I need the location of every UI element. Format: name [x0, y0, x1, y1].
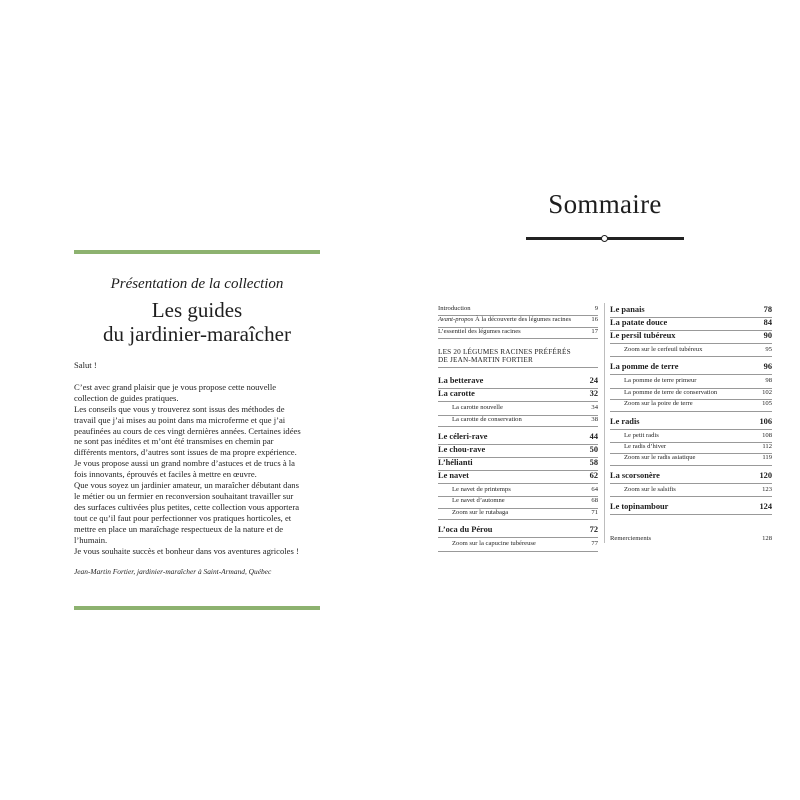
- toc-entry-label: Le radis d’hiver: [624, 442, 667, 450]
- toc-entry-remerciements[interactable]: [610, 535, 772, 545]
- toc-entry-label: L’oca du Pérou: [438, 525, 493, 535]
- toc-entry-label: Zoom sur le salsifis: [624, 485, 676, 493]
- toc-entry-page: 95: [765, 346, 772, 353]
- toc-entry-page: 72: [589, 525, 598, 535]
- toc-subentry[interactable]: [610, 389, 772, 400]
- toc-entry[interactable]: [610, 502, 772, 515]
- toc-entry[interactable]: [438, 458, 598, 471]
- toc-entry-label: Le céleri-rave: [438, 431, 488, 441]
- toc-entry-label: La betterave: [438, 376, 484, 386]
- toc-subentry[interactable]: [438, 416, 598, 427]
- toc-entry-page: 106: [759, 416, 772, 426]
- toc-subentry[interactable]: [610, 400, 772, 411]
- toc-subentry[interactable]: [438, 509, 598, 520]
- toc-subentry[interactable]: [610, 443, 772, 454]
- toc-entry-page: 32: [589, 389, 598, 399]
- letter-paragraph: [74, 382, 320, 557]
- toc-entry-page: 62: [589, 470, 598, 480]
- greeting: Salut !: [74, 360, 97, 370]
- letter-line: fois innovants, éprouvés et faciles à mettre en œuvre.: [74, 469, 257, 480]
- toc-subentry[interactable]: [438, 486, 598, 497]
- toc-entry-label: La pomme de terre primeur: [624, 377, 697, 385]
- toc-entry-label: L’essentiel des légumes racines: [438, 327, 521, 335]
- toc-entry-page: 128: [762, 535, 772, 543]
- toc-entry-label: Le navet de printemps: [452, 485, 511, 493]
- toc-subentry[interactable]: [610, 486, 772, 497]
- signature: Jean-Martin Fortier, jardinier-maraîcher à Saint-Armand, Québec: [74, 567, 272, 576]
- toc-entry-label: Introduction: [438, 305, 471, 312]
- toc-entry-page: 120: [759, 470, 772, 480]
- toc-entry-label: Le topinambour: [610, 502, 669, 512]
- series-label: Présentation de la collection: [110, 276, 284, 292]
- toc-entry-label: Le panais: [610, 305, 645, 314]
- toc-subentry[interactable]: [610, 346, 772, 357]
- toc-entry-label: Zoom sur la poire de terre: [624, 400, 693, 408]
- toc-entry-page: 16: [591, 316, 598, 324]
- toc-entry[interactable]: [610, 305, 772, 318]
- toc-entry[interactable]: [610, 471, 772, 484]
- toc-entry[interactable]: [438, 445, 598, 458]
- toc-entry-page: 78: [763, 305, 772, 314]
- letter-line: Les conseils que vous y trouverez sont issus des méthodes de: [74, 403, 285, 414]
- toc-entry[interactable]: [438, 432, 598, 445]
- toc-entry-page: 17: [591, 327, 598, 335]
- toc-entry-page: 96: [763, 362, 772, 372]
- letter-line: Je vous souhaite succès et bonheur dans vos aventures agricoles !: [74, 545, 299, 556]
- toc-entry[interactable]: [438, 305, 598, 316]
- toc-entry-page: 98: [765, 377, 772, 385]
- toc-entry-page: 124: [759, 502, 772, 512]
- letter-line: tout ce qu’il faut pour perfectionner vos pratiques horticoles, et: [74, 512, 292, 523]
- letter-line: Que vous soyez un jardinier amateur, un maraîcher débutant dans: [74, 480, 299, 491]
- toc-entry-label: La carotte nouvelle: [452, 404, 503, 412]
- toc-entry-page: 102: [762, 388, 772, 396]
- toc-entry-label: Le chou-rave: [438, 444, 486, 454]
- toc-entry-page: 108: [762, 431, 772, 439]
- toc-entry-page: 105: [762, 400, 772, 408]
- letter-line: C’est avec grand plaisir que je vous propose cette nouvelle: [74, 381, 277, 392]
- toc-entry-label: Le navet: [438, 470, 469, 480]
- toc-subentry[interactable]: [610, 377, 772, 388]
- toc-entry[interactable]: [438, 316, 598, 327]
- letter-line: différents mentors, d’autres sont issues de ma propre expérience.: [74, 447, 297, 458]
- toc-entry-label: Zoom sur la capucine tubéreuse: [452, 540, 536, 548]
- toc-entry-label: L’hélianti: [438, 457, 473, 467]
- letter-line: mettre en place un maraîchage respectueux de la nature et de: [74, 523, 284, 534]
- toc-entry-label: Zoom sur le radis asiatique: [624, 454, 696, 462]
- toc-entry-label: Le radis: [610, 416, 640, 426]
- toc-entry-label: Le navet d’automne: [452, 497, 505, 505]
- toc-column-left: [438, 305, 598, 552]
- series-title-line: Les guides: [151, 298, 243, 322]
- toc-entry-page: 64: [591, 485, 598, 493]
- toc-entry[interactable]: [610, 318, 772, 331]
- toc-entry-label: Zoom sur le rutabaga: [452, 508, 509, 516]
- toc-subentry[interactable]: [438, 404, 598, 415]
- section-heading-line: DE JEAN-MARTIN FORTIER: [438, 356, 533, 365]
- letter-line: travail que j’ai mises au point dans ma microferme et que j’ai: [74, 414, 286, 425]
- section-heading-line: LES 20 LÉGUMES RACINES PRÉFÉRÉS: [438, 348, 571, 357]
- column-divider: [604, 303, 605, 543]
- toc-entry-page: 71: [591, 508, 598, 516]
- toc-entry[interactable]: [438, 471, 598, 484]
- toc-subentry[interactable]: [610, 454, 772, 465]
- section-heading: [438, 348, 598, 368]
- toc-entry-label: À la découverte des légumes racines: [474, 316, 572, 324]
- toc-entry-page: 112: [762, 442, 772, 450]
- letter-body: [74, 360, 320, 556]
- toc-entry-label: La patate douce: [610, 318, 668, 327]
- toc-entry-label: La scorsonère: [610, 470, 660, 480]
- bottom-green-rule: [74, 606, 320, 610]
- series-title-line: du jardinier-maraîcher: [103, 322, 291, 346]
- toc-entry-page: 84: [763, 318, 772, 327]
- toc-entry-label: Le petit radis: [624, 431, 659, 439]
- toc-subentry[interactable]: [438, 540, 598, 551]
- toc-entry[interactable]: [438, 376, 598, 389]
- toc-entry-label: La pomme de terre de conservation: [624, 388, 718, 396]
- toc-entry-page: 77: [591, 540, 598, 548]
- title-rule-ornament: [601, 235, 608, 242]
- toc-column-right: [610, 305, 772, 546]
- letter-line: Je vous propose aussi un grand nombre d’astuces et de trucs à la: [74, 458, 295, 469]
- toc-entry-page: 9: [594, 305, 598, 312]
- top-green-rule: [74, 250, 320, 254]
- toc-subentry[interactable]: [610, 432, 772, 443]
- toc-entry-page: 34: [591, 404, 598, 412]
- toc-entry[interactable]: [610, 362, 772, 375]
- toc-entry-label: Zoom sur le cerfeuil tubéreux: [624, 346, 703, 353]
- toc-entry-label: La carotte: [438, 389, 475, 399]
- toc-entries-left: [438, 376, 598, 551]
- toc-entry[interactable]: [438, 389, 598, 402]
- toc-entry-label: La pomme de terre: [610, 362, 679, 372]
- toc-entries-right: [610, 305, 772, 515]
- toc-entry-page: 24: [589, 376, 598, 386]
- toc-title: Sommaire: [548, 189, 662, 219]
- toc-entry-label: Le persil tubéreux: [610, 331, 676, 340]
- toc-entry-page: 119: [762, 454, 772, 462]
- letter-line: des surfaces cultivées plus petites, cette collection vous apportera: [74, 501, 300, 512]
- toc-entry-page: 90: [763, 331, 772, 340]
- toc-entry-label: La carotte de conservation: [452, 415, 522, 423]
- toc-entry-page: 38: [591, 415, 598, 423]
- toc-subentry[interactable]: [438, 497, 598, 508]
- letter-line: ne sont pas inédites et m’ont été transmises en chemin par: [74, 436, 274, 447]
- toc-entry[interactable]: [610, 417, 772, 430]
- letter-line: l’humain.: [74, 534, 108, 545]
- toc-entry-page: 44: [589, 431, 598, 441]
- toc-entry[interactable]: [438, 525, 598, 538]
- toc-entry-prefix: Avant-propos: [438, 316, 474, 324]
- letter-line: collection de guides pratiques.: [74, 392, 179, 403]
- toc-entry[interactable]: [610, 331, 772, 344]
- letter-line: le métier ou un fermier en reconversion souhaitant travailler sur: [74, 490, 294, 501]
- toc-entry-page: 123: [762, 485, 772, 493]
- letter-line: peaufinées au cours de ces vingt dernières années. Certaines idées: [74, 425, 301, 436]
- toc-entry[interactable]: [438, 328, 598, 339]
- toc-entry-page: 50: [589, 444, 598, 454]
- toc-entry-label: Remerciements: [610, 535, 652, 543]
- toc-entry-page: 58: [589, 457, 598, 467]
- toc-entry-page: 68: [591, 497, 598, 505]
- series-title: [74, 298, 320, 346]
